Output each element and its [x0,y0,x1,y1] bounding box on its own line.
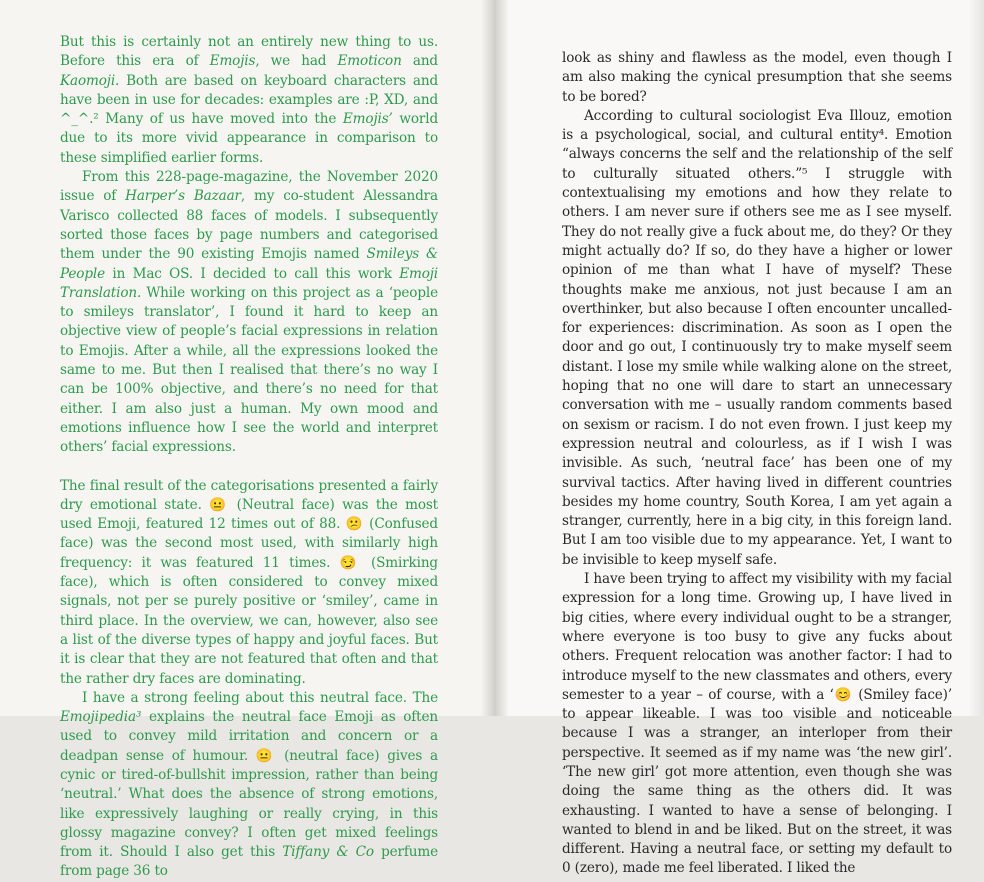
right-page-text [562,49,952,879]
left-page [0,0,488,880]
italic-text-run: Kaomoji [60,72,116,89]
book-gutter [482,0,508,716]
paragraph [60,33,438,168]
text-run: I have been trying to affect my visibility with my facial expression for a long time. Growing up, I have lived in big cities, where every individual ought to be a stranger, where everyone is too busy to give any fucks about others. Frequent relocation was another factor: I had to introduce myself to the new classmates and others, every semester to a year – of course, with a ‘😊 (Smiley face)’ to appear likeable. I was too visible and noticeable because I was a stranger, an interloper from their perspective. It seemed as if my name was ‘the new girl’. ‘The new girl’ got more attention, even though she was doing the same thing as the others did. It was exhausting. I wanted to have a sense of belonging. I wanted to blend in and be liked. But on the street, it was different. Having a neutral face, or setting my default to 0 (zero), made me feel liberated. I liked the [562,571,952,877]
text-run: and [401,53,438,70]
text-run: From this 228-page-magazine, the November 2020 issue of [60,169,438,205]
text-run: , my co-student Alessandra Varisco collected 88 faces of models. I subsequently sorted those faces by page numbers and categorised them under the 90 existing Emojis named [60,188,438,263]
paragraph [562,107,952,570]
italic-text-run: Emoticon [337,53,402,70]
text-run: world due to its more vivid appearance in comparison to these simplified earlier forms. [60,111,438,166]
text-run: perfume from page 36 to [60,844,438,880]
page-edge-shadow [968,0,984,716]
text-run: While working on this project as a ‘people to smileys translator’, I found it hard to keep an objective view of people’s facial expressions in relation to Emojis. After a while, all the expressions looked the same to me. But then I realised that there’s no way I can be 100% objective, and there’s no need for that either. I am also just a human. My own mood and emotions influence how I see the world and interpret others’ facial expressions. [60,284,438,456]
paragraph [60,168,438,457]
text-run: According to cultural sociologist Eva Illouz, emotion is a psychological, social, and cultural entity⁴. Emotion “always concerns the self and the relationship of the self to culturally situated others.”⁵ I struggle with contextualising my emotions and how they relate to others. I am never sure if others see me as I see myself. They do not really give a fuck about me, do they? Or they might actually do? If so, do they have a higher or lower opinion of me than what I have of myself? These thoughts make me anxious, not just because I am an overthinker, but also because I often encounter uncalled-for experiences: discrimination. As soon as I open the door and go out, I continuously try to make myself seem distant. I lose my smile while walking alone on the street, hoping that no one will dare to start an unnecessary conversation with me – usually random comments based on sexism or racism. I do not even frown. I just keep my expression neutral and colourless, as if I wish I was invisible. As such, ‘neutral face’ has been one of my survival tactics. After having lived in different countries besides my home country, South Korea, I am yet again a stranger, currently, here in a big city, in this foreign land. But I am too visible due to my appearance. Yet, I want to be invisible to keep myself safe. [562,107,952,568]
italic-text-run: Emoji Translation. [60,265,438,301]
italic-text-run: Smileys & People [60,246,438,282]
paragraph [562,570,952,879]
italic-text-run: Emojis [209,53,256,70]
text-run: in Mac OS. I decided to call this work [104,265,400,282]
text-run: look as shiny and flawless as the model, even though I am also making the cynical presumption that she seems to be bored? [562,50,952,105]
left-page-text [60,33,438,882]
text-run: explains the neutral face Emoji as often used to convey mild irritation and concern or a deadpan sense of humour. 😐 (neutral face) gives a cynic or tired-of-bullshit impression, rather than being ‘neutral.’ What does the absence of strong emotions, like expressively laughing or really crying, in this glossy magazine convey? I often get mixed feelings from it. Should I also get this [60,709,438,861]
italic-text-run: Tiffany & Co [282,844,374,861]
text-run: But this is certainly not an entirely new thing to us. Before this era of [60,34,438,70]
paragraph [60,477,438,689]
text-run: . Both are based on keyboard characters and have been in use for decades: examples are :P, XD, and ^_^.² Many of us have moved into the [60,72,438,128]
text-run: I have a strong feeling about this neutral face. The [82,689,438,706]
italic-text-run: Harper’s Bazaar [125,188,241,205]
italic-text-run: Emojis’ [342,111,393,128]
text-run: The final result of the categorisations presented a fairly dry emotional state. 😐 (Neutral face) was the most used Emoji, featured 12 times out of 88. 😕 (Confused face) was the second most used, with similarly high frequency: it was featured 11 times. 😏 (Smirking face), which is often considered to convey mixed signals, not per se purely positive or ‘smiley’, came in third place. In the overview, we can, however, also see a list of the diverse types of happy and joyful faces. But it is clear that they are not featured that often and that the rather dry faces are dominating. [60,477,438,687]
right-page [496,0,984,877]
paragraph [562,49,952,107]
text-run: , we had [255,53,338,70]
paragraph [60,689,438,882]
italic-text-run: Emojipedia³ [60,709,142,726]
